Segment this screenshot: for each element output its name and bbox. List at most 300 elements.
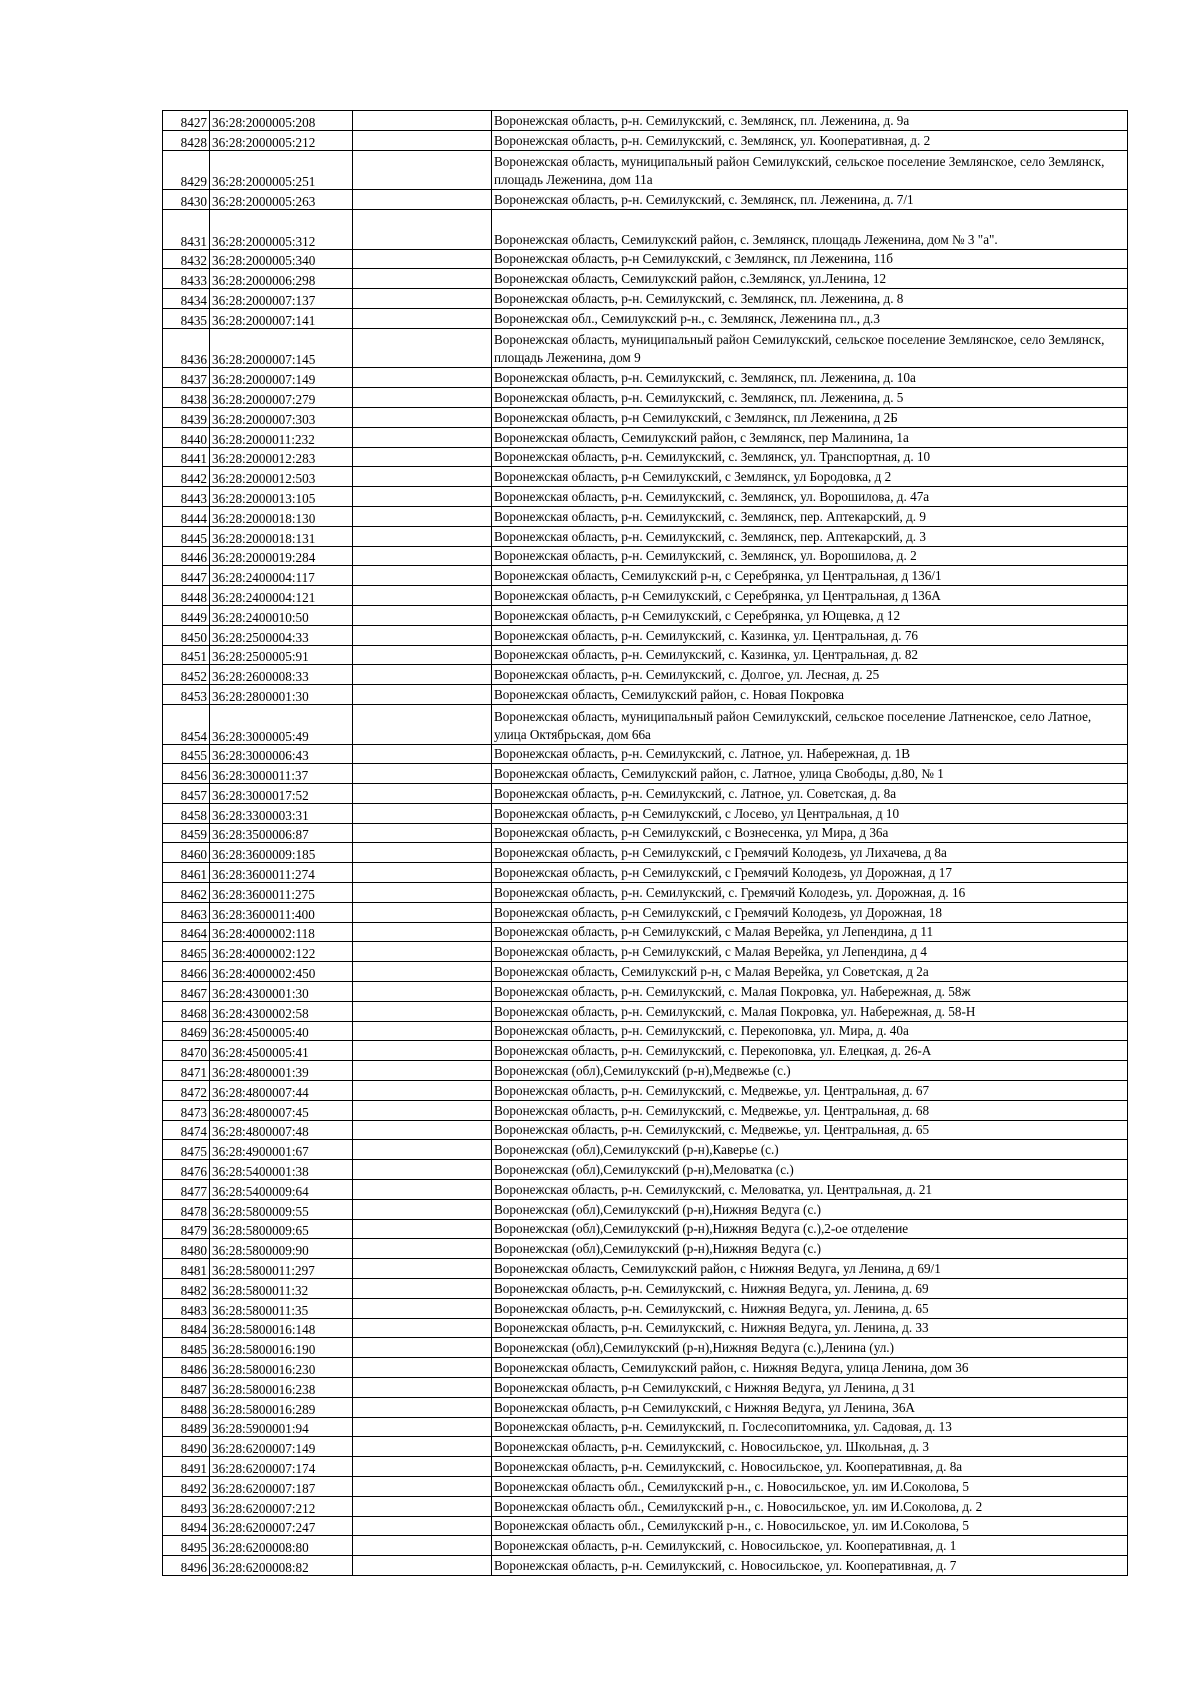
cadastral-number-cell: 36:28:2400004:117 bbox=[210, 566, 353, 586]
address-cell: Воронежская (обл),Семилукский (р-н),Каверье (с.) bbox=[492, 1140, 1128, 1160]
cadastral-number-cell: 36:28:2000007:149 bbox=[210, 368, 353, 388]
property-registry-table bbox=[162, 110, 1128, 1576]
table-row bbox=[163, 1437, 1128, 1457]
address-cell: Воронежская область, Семилукский р-н, с Малая Верейка, ул Советская, д 2а bbox=[492, 962, 1128, 982]
address-cell: Воронежская область, Семилукский район, с. Нижняя Ведуга, улица Ленина, дом 36 bbox=[492, 1358, 1128, 1378]
cadastral-number-cell: 36:28:2400004:121 bbox=[210, 586, 353, 606]
table-row bbox=[163, 843, 1128, 863]
table-row bbox=[163, 685, 1128, 705]
table-row bbox=[163, 487, 1128, 507]
cadastral-number-cell: 36:28:3000017:52 bbox=[210, 784, 353, 804]
row-number-cell: 8443 bbox=[163, 487, 210, 507]
row-number-cell: 8447 bbox=[163, 566, 210, 586]
table-row bbox=[163, 1100, 1128, 1120]
empty-cell bbox=[353, 863, 492, 883]
table-row bbox=[163, 1417, 1128, 1437]
table-row bbox=[163, 1496, 1128, 1516]
cadastral-number-cell: 36:28:2000005:263 bbox=[210, 190, 353, 210]
address-cell: Воронежская область, р-н Семилукский, с Гремячий Колодезь, ул Дорожная, 18 bbox=[492, 902, 1128, 922]
empty-cell bbox=[353, 843, 492, 863]
empty-cell bbox=[353, 1397, 492, 1417]
cadastral-number-cell: 36:28:3000006:43 bbox=[210, 744, 353, 764]
address-cell: Воронежская область, р-н. Семилукский, с. Землянск, пл. Леженина, д. 7/1 bbox=[492, 190, 1128, 210]
table-row bbox=[163, 269, 1128, 289]
empty-cell bbox=[353, 1219, 492, 1239]
cadastral-number-cell: 36:28:6200008:80 bbox=[210, 1536, 353, 1556]
row-number-cell: 8458 bbox=[163, 803, 210, 823]
row-number-cell: 8476 bbox=[163, 1160, 210, 1180]
empty-cell bbox=[353, 645, 492, 665]
cadastral-number-cell: 36:28:5800011:297 bbox=[210, 1259, 353, 1279]
cadastral-number-cell: 36:28:4800007:45 bbox=[210, 1100, 353, 1120]
address-cell: Воронежская область, р-н. Семилукский, с. Землянск, пер. Аптекарский, д. 3 bbox=[492, 526, 1128, 546]
cadastral-number-cell: 36:28:4300001:30 bbox=[210, 982, 353, 1002]
cadastral-number-cell: 36:28:5900001:94 bbox=[210, 1417, 353, 1437]
row-number-cell: 8488 bbox=[163, 1397, 210, 1417]
address-cell: Воронежская область, р-н. Семилукский, с. Медвежье, ул. Центральная, д. 67 bbox=[492, 1081, 1128, 1101]
row-number-cell: 8434 bbox=[163, 289, 210, 309]
row-number-cell: 8481 bbox=[163, 1259, 210, 1279]
address-cell: Воронежская область, р-н. Семилукский, с. Казинка, ул. Центральная, д. 82 bbox=[492, 645, 1128, 665]
address-cell: Воронежская область, р-н Семилукский, с Гремячий Колодезь, ул Лихачева, д 8а bbox=[492, 843, 1128, 863]
table-row bbox=[163, 546, 1128, 566]
row-number-cell: 8446 bbox=[163, 546, 210, 566]
empty-cell bbox=[353, 764, 492, 784]
cadastral-number-cell: 36:28:2000012:503 bbox=[210, 467, 353, 487]
empty-cell bbox=[353, 1556, 492, 1576]
empty-cell bbox=[353, 111, 492, 131]
empty-cell bbox=[353, 586, 492, 606]
empty-cell bbox=[353, 685, 492, 705]
cadastral-number-cell: 36:28:3600011:275 bbox=[210, 883, 353, 903]
cadastral-number-cell: 36:28:5800009:90 bbox=[210, 1239, 353, 1259]
empty-cell bbox=[353, 1259, 492, 1279]
address-cell: Воронежская область, р-н. Семилукский, с. Малая Покровка, ул. Набережная, д. 58ж bbox=[492, 982, 1128, 1002]
table-row bbox=[163, 308, 1128, 328]
row-number-cell: 8477 bbox=[163, 1180, 210, 1200]
table-row bbox=[163, 289, 1128, 309]
address-cell: Воронежская (обл),Семилукский (р-н),Нижняя Ведуга (с.) bbox=[492, 1199, 1128, 1219]
cadastral-number-cell: 36:28:2000018:131 bbox=[210, 526, 353, 546]
empty-cell bbox=[353, 289, 492, 309]
table-row bbox=[163, 209, 1128, 249]
row-number-cell: 8478 bbox=[163, 1199, 210, 1219]
address-cell: Воронежская область, р-н. Семилукский, с. Землянск, ул. Ворошилова, д. 47а bbox=[492, 487, 1128, 507]
table-row bbox=[163, 1199, 1128, 1219]
row-number-cell: 8493 bbox=[163, 1496, 210, 1516]
empty-cell bbox=[353, 308, 492, 328]
table-row bbox=[163, 863, 1128, 883]
row-number-cell: 8439 bbox=[163, 407, 210, 427]
row-number-cell: 8445 bbox=[163, 526, 210, 546]
table-row bbox=[163, 1397, 1128, 1417]
empty-cell bbox=[353, 982, 492, 1002]
address-cell: Воронежская область, р-н. Семилукский, с. Землянск, ул. Кооперативная, д. 2 bbox=[492, 130, 1128, 150]
cadastral-number-cell: 36:28:5400001:38 bbox=[210, 1160, 353, 1180]
row-number-cell: 8479 bbox=[163, 1219, 210, 1239]
table-row bbox=[163, 1298, 1128, 1318]
cadastral-number-cell: 36:28:2000007:279 bbox=[210, 388, 353, 408]
cadastral-number-cell: 36:28:5800016:190 bbox=[210, 1338, 353, 1358]
table-row bbox=[163, 1239, 1128, 1259]
row-number-cell: 8466 bbox=[163, 962, 210, 982]
empty-cell bbox=[353, 209, 492, 249]
table-row bbox=[163, 506, 1128, 526]
cadastral-number-cell: 36:28:5800009:55 bbox=[210, 1199, 353, 1219]
row-number-cell: 8487 bbox=[163, 1378, 210, 1398]
table-row bbox=[163, 1219, 1128, 1239]
empty-cell bbox=[353, 883, 492, 903]
address-cell: Воронежская область, р-н Семилукский, с Нижняя Ведуга, ул Ленина, 36А bbox=[492, 1397, 1128, 1417]
row-number-cell: 8462 bbox=[163, 883, 210, 903]
table-row bbox=[163, 111, 1128, 131]
cadastral-number-cell: 36:28:2000007:303 bbox=[210, 407, 353, 427]
table-row bbox=[163, 249, 1128, 269]
table-row bbox=[163, 942, 1128, 962]
table-row bbox=[163, 803, 1128, 823]
cadastral-number-cell: 36:28:2800001:30 bbox=[210, 685, 353, 705]
row-number-cell: 8469 bbox=[163, 1021, 210, 1041]
empty-cell bbox=[353, 249, 492, 269]
cadastral-number-cell: 36:28:6200007:247 bbox=[210, 1516, 353, 1536]
table-row bbox=[163, 1358, 1128, 1378]
address-cell: Воронежская (обл),Семилукский (р-н),Нижняя Ведуга (с.),2-ое отделение bbox=[492, 1219, 1128, 1239]
table-row bbox=[163, 744, 1128, 764]
cadastral-number-cell: 36:28:5800016:230 bbox=[210, 1358, 353, 1378]
table-row bbox=[163, 586, 1128, 606]
cadastral-number-cell: 36:28:6200007:149 bbox=[210, 1437, 353, 1457]
address-cell: Воронежская область, р-н Семилукский, с Землянск, пл Леженина, д 2Б bbox=[492, 407, 1128, 427]
row-number-cell: 8495 bbox=[163, 1536, 210, 1556]
empty-cell bbox=[353, 368, 492, 388]
address-cell: Воронежская область, р-н Семилукский, с Лосево, ул Центральная, д 10 bbox=[492, 803, 1128, 823]
empty-cell bbox=[353, 1378, 492, 1398]
table-row bbox=[163, 883, 1128, 903]
row-number-cell: 8485 bbox=[163, 1338, 210, 1358]
cadastral-number-cell: 36:28:6200007:174 bbox=[210, 1457, 353, 1477]
row-number-cell: 8429 bbox=[163, 150, 210, 190]
row-number-cell: 8494 bbox=[163, 1516, 210, 1536]
table-row bbox=[163, 1556, 1128, 1576]
row-number-cell: 8464 bbox=[163, 922, 210, 942]
table-row bbox=[163, 1259, 1128, 1279]
empty-cell bbox=[353, 1160, 492, 1180]
cadastral-number-cell: 36:28:3600011:400 bbox=[210, 902, 353, 922]
row-number-cell: 8475 bbox=[163, 1140, 210, 1160]
table-row bbox=[163, 1536, 1128, 1556]
address-cell: Воронежская область, р-н. Семилукский, с. Новосильское, ул. Кооперативная, д. 8а bbox=[492, 1457, 1128, 1477]
address-cell: Воронежская (обл),Семилукский (р-н),Меловатка (с.) bbox=[492, 1160, 1128, 1180]
address-cell: Воронежская область, р-н Семилукский, с Малая Верейка, ул Лепендина, д 4 bbox=[492, 942, 1128, 962]
cadastral-number-cell: 36:28:6200007:187 bbox=[210, 1476, 353, 1496]
row-number-cell: 8474 bbox=[163, 1120, 210, 1140]
address-cell: Воронежская область, р-н Семилукский, с Вознесенка, ул Мира, д 36а bbox=[492, 823, 1128, 843]
empty-cell bbox=[353, 407, 492, 427]
table-row bbox=[163, 1338, 1128, 1358]
empty-cell bbox=[353, 1100, 492, 1120]
cadastral-number-cell: 36:28:4500005:41 bbox=[210, 1041, 353, 1061]
cadastral-number-cell: 36:28:2000007:137 bbox=[210, 289, 353, 309]
empty-cell bbox=[353, 1437, 492, 1457]
cadastral-number-cell: 36:28:2000005:251 bbox=[210, 150, 353, 190]
empty-cell bbox=[353, 269, 492, 289]
table-row bbox=[163, 764, 1128, 784]
empty-cell bbox=[353, 1417, 492, 1437]
address-cell: Воронежская область, р-н Семилукский, с Гремячий Колодезь, ул Дорожная, д 17 bbox=[492, 863, 1128, 883]
row-number-cell: 8468 bbox=[163, 1001, 210, 1021]
address-cell: Воронежская (обл),Семилукский (р-н),Нижняя Ведуга (с.) bbox=[492, 1239, 1128, 1259]
cadastral-number-cell: 36:28:2000018:130 bbox=[210, 506, 353, 526]
empty-cell bbox=[353, 704, 492, 744]
row-number-cell: 8486 bbox=[163, 1358, 210, 1378]
table-row bbox=[163, 1021, 1128, 1041]
table-row bbox=[163, 704, 1128, 744]
cadastral-number-cell: 36:28:2000005:208 bbox=[210, 111, 353, 131]
empty-cell bbox=[353, 487, 492, 507]
cadastral-number-cell: 36:28:3000011:37 bbox=[210, 764, 353, 784]
row-number-cell: 8459 bbox=[163, 823, 210, 843]
empty-cell bbox=[353, 1318, 492, 1338]
table-row bbox=[163, 1279, 1128, 1299]
address-cell: Воронежская область, р-н Семилукский, с Малая Верейка, ул Лепендина, д 11 bbox=[492, 922, 1128, 942]
cadastral-number-cell: 36:28:2000005:340 bbox=[210, 249, 353, 269]
row-number-cell: 8454 bbox=[163, 704, 210, 744]
cadastral-number-cell: 36:28:2000011:232 bbox=[210, 427, 353, 447]
row-number-cell: 8451 bbox=[163, 645, 210, 665]
row-number-cell: 8448 bbox=[163, 586, 210, 606]
table-row bbox=[163, 407, 1128, 427]
table-row bbox=[163, 1318, 1128, 1338]
empty-cell bbox=[353, 1516, 492, 1536]
row-number-cell: 8440 bbox=[163, 427, 210, 447]
cadastral-number-cell: 36:28:6200007:212 bbox=[210, 1496, 353, 1516]
cadastral-number-cell: 36:28:4000002:118 bbox=[210, 922, 353, 942]
row-number-cell: 8435 bbox=[163, 308, 210, 328]
address-cell: Воронежская область, р-н. Семилукский, с. Латное, ул. Советская, д. 8а bbox=[492, 784, 1128, 804]
cadastral-number-cell: 36:28:2400010:50 bbox=[210, 605, 353, 625]
row-number-cell: 8492 bbox=[163, 1476, 210, 1496]
cadastral-number-cell: 36:28:4000002:450 bbox=[210, 962, 353, 982]
address-cell: Воронежская область, р-н. Семилукский, с. Землянск, пл. Леженина, д. 5 bbox=[492, 388, 1128, 408]
empty-cell bbox=[353, 1496, 492, 1516]
table-row bbox=[163, 1180, 1128, 1200]
cadastral-number-cell: 36:28:2000007:141 bbox=[210, 308, 353, 328]
row-number-cell: 8449 bbox=[163, 605, 210, 625]
cadastral-number-cell: 36:28:3600009:185 bbox=[210, 843, 353, 863]
cadastral-number-cell: 36:28:4800007:44 bbox=[210, 1081, 353, 1101]
empty-cell bbox=[353, 546, 492, 566]
address-cell: Воронежская область, Семилукский район, с Землянск, пер Малинина, 1а bbox=[492, 427, 1128, 447]
address-cell: Воронежская область, р-н. Семилукский, с. Новосильское, ул. Кооперативная, д. 7 bbox=[492, 1556, 1128, 1576]
empty-cell bbox=[353, 942, 492, 962]
address-cell: Воронежская область, р-н. Семилукский, с. Медвежье, ул. Центральная, д. 65 bbox=[492, 1120, 1128, 1140]
empty-cell bbox=[353, 1536, 492, 1556]
empty-cell bbox=[353, 605, 492, 625]
address-cell: Воронежская обл., Семилукский р-н., с. Землянск, Леженина пл., д.3 bbox=[492, 308, 1128, 328]
address-cell: Воронежская область, р-н Семилукский, с Землянск, ул Бородовка, д 2 bbox=[492, 467, 1128, 487]
table-row bbox=[163, 150, 1128, 190]
address-cell: Воронежская область, р-н. Семилукский, с. Новосильское, ул. Кооперативная, д. 1 bbox=[492, 1536, 1128, 1556]
address-cell: Воронежская область, р-н. Семилукский, с. Нижняя Ведуга, ул. Ленина, д. 69 bbox=[492, 1279, 1128, 1299]
empty-cell bbox=[353, 902, 492, 922]
address-cell: Воронежская (обл),Семилукский (р-н),Медвежье (с.) bbox=[492, 1061, 1128, 1081]
address-cell: Воронежская область, р-н. Семилукский, с. Латное, ул. Набережная, д. 1В bbox=[492, 744, 1128, 764]
empty-cell bbox=[353, 526, 492, 546]
row-number-cell: 8457 bbox=[163, 784, 210, 804]
table-row bbox=[163, 823, 1128, 843]
cadastral-number-cell: 36:28:6200008:82 bbox=[210, 1556, 353, 1576]
cadastral-number-cell: 36:28:4800001:39 bbox=[210, 1061, 353, 1081]
row-number-cell: 8427 bbox=[163, 111, 210, 131]
table-row bbox=[163, 645, 1128, 665]
address-cell: Воронежская область, муниципальный район Семилукский, сельское поселение Латненское, село Латное, улица Октябрьская, дом 66а bbox=[492, 704, 1128, 744]
address-cell: Воронежская область, р-н. Семилукский, п. Гослесопитомника, ул. Садовая, д. 13 bbox=[492, 1417, 1128, 1437]
cadastral-number-cell: 36:28:5400009:64 bbox=[210, 1180, 353, 1200]
cadastral-number-cell: 36:28:5800011:35 bbox=[210, 1298, 353, 1318]
row-number-cell: 8490 bbox=[163, 1437, 210, 1457]
table-row bbox=[163, 784, 1128, 804]
address-cell: Воронежская область, Семилукский район, с Нижняя Ведуга, ул Ленина, д 69/1 bbox=[492, 1259, 1128, 1279]
address-cell: Воронежская область, р-н Семилукский, с Серебрянка, ул Ющевка, д 12 bbox=[492, 605, 1128, 625]
address-cell: Воронежская область, Семилукский р-н, с Серебрянка, ул Центральная, д 136/1 bbox=[492, 566, 1128, 586]
table-row bbox=[163, 922, 1128, 942]
empty-cell bbox=[353, 447, 492, 467]
row-number-cell: 8480 bbox=[163, 1239, 210, 1259]
table-row bbox=[163, 1516, 1128, 1536]
row-number-cell: 8430 bbox=[163, 190, 210, 210]
table-row bbox=[163, 1160, 1128, 1180]
empty-cell bbox=[353, 1120, 492, 1140]
row-number-cell: 8484 bbox=[163, 1318, 210, 1338]
table-row bbox=[163, 130, 1128, 150]
row-number-cell: 8496 bbox=[163, 1556, 210, 1576]
address-cell: Воронежская область, р-н Семилукский, с Серебрянка, ул Центральная, д 136А bbox=[492, 586, 1128, 606]
empty-cell bbox=[353, 566, 492, 586]
address-cell: Воронежская область, р-н. Семилукский, с. Нижняя Ведуга, ул. Ленина, д. 65 bbox=[492, 1298, 1128, 1318]
row-number-cell: 8453 bbox=[163, 685, 210, 705]
address-cell: Воронежская область, р-н. Семилукский, с. Новосильское, ул. Школьная, д. 3 bbox=[492, 1437, 1128, 1457]
row-number-cell: 8455 bbox=[163, 744, 210, 764]
cadastral-number-cell: 36:28:2000019:284 bbox=[210, 546, 353, 566]
address-cell: Воронежская область, р-н. Семилукский, с. Землянск, пл. Леженина, д. 8 bbox=[492, 289, 1128, 309]
empty-cell bbox=[353, 1358, 492, 1378]
table-row bbox=[163, 328, 1128, 368]
cadastral-number-cell: 36:28:4300002:58 bbox=[210, 1001, 353, 1021]
empty-cell bbox=[353, 1338, 492, 1358]
row-number-cell: 8452 bbox=[163, 665, 210, 685]
address-cell: Воронежская область, р-н. Семилукский, с. Перекоповка, ул. Елецкая, д. 26-А bbox=[492, 1041, 1128, 1061]
row-number-cell: 8463 bbox=[163, 902, 210, 922]
empty-cell bbox=[353, 744, 492, 764]
row-number-cell: 8436 bbox=[163, 328, 210, 368]
cadastral-number-cell: 36:28:3500006:87 bbox=[210, 823, 353, 843]
address-cell: Воронежская область, р-н. Семилукский, с. Медвежье, ул. Центральная, д. 68 bbox=[492, 1100, 1128, 1120]
address-cell: Воронежская область обл., Семилукский р-н., с. Новосильское, ул. им И.Соколова, 5 bbox=[492, 1476, 1128, 1496]
address-cell: Воронежская область, Семилукский район, с. Латное, улица Свободы, д.80, № 1 bbox=[492, 764, 1128, 784]
row-number-cell: 8465 bbox=[163, 942, 210, 962]
empty-cell bbox=[353, 1476, 492, 1496]
table-row bbox=[163, 625, 1128, 645]
table-row bbox=[163, 902, 1128, 922]
empty-cell bbox=[353, 427, 492, 447]
empty-cell bbox=[353, 665, 492, 685]
address-cell: Воронежская область, р-н Семилукский, с Землянск, пл Леженина, 11б bbox=[492, 249, 1128, 269]
row-number-cell: 8491 bbox=[163, 1457, 210, 1477]
cadastral-number-cell: 36:28:3600011:274 bbox=[210, 863, 353, 883]
address-cell: Воронежская область, р-н. Семилукский, с. Землянск, пл. Леженина, д. 9а bbox=[492, 111, 1128, 131]
row-number-cell: 8456 bbox=[163, 764, 210, 784]
row-number-cell: 8428 bbox=[163, 130, 210, 150]
empty-cell bbox=[353, 1001, 492, 1021]
table-row bbox=[163, 190, 1128, 210]
address-cell: Воронежская область, р-н. Семилукский, с. Перекоповка, ул. Мира, д. 40а bbox=[492, 1021, 1128, 1041]
table-row bbox=[163, 447, 1128, 467]
row-number-cell: 8444 bbox=[163, 506, 210, 526]
empty-cell bbox=[353, 784, 492, 804]
cadastral-number-cell: 36:28:4800007:48 bbox=[210, 1120, 353, 1140]
empty-cell bbox=[353, 1140, 492, 1160]
registry-body bbox=[163, 111, 1128, 1576]
empty-cell bbox=[353, 1041, 492, 1061]
address-cell: Воронежская область, р-н. Семилукский, с. Землянск, ул. Ворошилова, д. 2 bbox=[492, 546, 1128, 566]
row-number-cell: 8438 bbox=[163, 388, 210, 408]
empty-cell bbox=[353, 328, 492, 368]
address-cell: Воронежская область, р-н. Семилукский, с. Долгое, ул. Лесная, д. 25 bbox=[492, 665, 1128, 685]
table-row bbox=[163, 368, 1128, 388]
empty-cell bbox=[353, 1180, 492, 1200]
table-row bbox=[163, 962, 1128, 982]
empty-cell bbox=[353, 506, 492, 526]
address-cell: Воронежская область, р-н. Семилукский, с. Нижняя Ведуга, ул. Ленина, д. 33 bbox=[492, 1318, 1128, 1338]
row-number-cell: 8472 bbox=[163, 1081, 210, 1101]
empty-cell bbox=[353, 1021, 492, 1041]
table-row bbox=[163, 1120, 1128, 1140]
cadastral-number-cell: 36:28:5800011:32 bbox=[210, 1279, 353, 1299]
row-number-cell: 8437 bbox=[163, 368, 210, 388]
table-row bbox=[163, 467, 1128, 487]
empty-cell bbox=[353, 150, 492, 190]
address-cell: Воронежская область, Семилукский район, с. Землянск, площадь Леженина, дом № 3 "а". bbox=[492, 209, 1128, 249]
table-row bbox=[163, 1081, 1128, 1101]
cadastral-number-cell: 36:28:5800016:148 bbox=[210, 1318, 353, 1338]
table-row bbox=[163, 1140, 1128, 1160]
empty-cell bbox=[353, 625, 492, 645]
address-cell: Воронежская область, Семилукский район, с. Новая Покровка bbox=[492, 685, 1128, 705]
cadastral-number-cell: 36:28:2000007:145 bbox=[210, 328, 353, 368]
empty-cell bbox=[353, 130, 492, 150]
address-cell: Воронежская область, р-н. Семилукский, с. Малая Покровка, ул. Набережная, д. 58-Н bbox=[492, 1001, 1128, 1021]
row-number-cell: 8470 bbox=[163, 1041, 210, 1061]
table-row bbox=[163, 605, 1128, 625]
address-cell: Воронежская область обл., Семилукский р-н., с. Новосильское, ул. им И.Соколова, 5 bbox=[492, 1516, 1128, 1536]
row-number-cell: 8433 bbox=[163, 269, 210, 289]
address-cell: Воронежская область, р-н. Семилукский, с. Землянск, пер. Аптекарский, д. 9 bbox=[492, 506, 1128, 526]
empty-cell bbox=[353, 962, 492, 982]
empty-cell bbox=[353, 467, 492, 487]
cadastral-number-cell: 36:28:4900001:67 bbox=[210, 1140, 353, 1160]
row-number-cell: 8489 bbox=[163, 1417, 210, 1437]
row-number-cell: 8461 bbox=[163, 863, 210, 883]
cadastral-number-cell: 36:28:5800016:289 bbox=[210, 1397, 353, 1417]
empty-cell bbox=[353, 803, 492, 823]
empty-cell bbox=[353, 922, 492, 942]
empty-cell bbox=[353, 1457, 492, 1477]
empty-cell bbox=[353, 1199, 492, 1219]
empty-cell bbox=[353, 1298, 492, 1318]
cadastral-number-cell: 36:28:2600008:33 bbox=[210, 665, 353, 685]
table-row bbox=[163, 1378, 1128, 1398]
row-number-cell: 8432 bbox=[163, 249, 210, 269]
